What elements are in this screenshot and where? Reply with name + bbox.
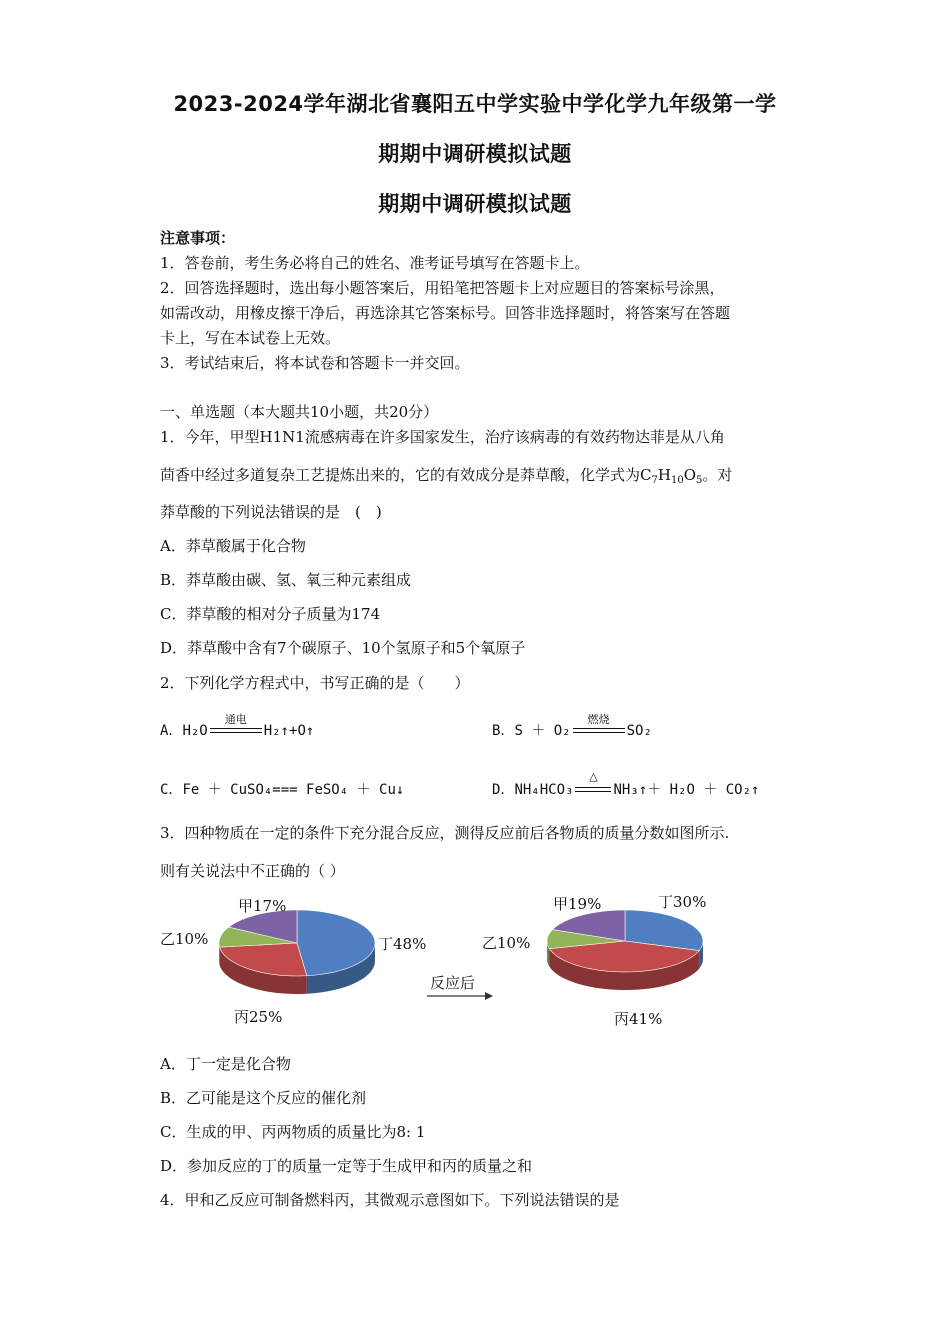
notice-item-1: 1．答卷前，考生务必将自己的姓名、准考证号填写在答题卡上。 xyxy=(160,254,590,272)
q3-option-b: B．乙可能是这个反应的催化剂 xyxy=(160,1089,367,1107)
q3-option-d: D．参加反应的丁的质量一定等于生成甲和丙的质量之和 xyxy=(160,1157,533,1175)
q1-option-a: A．莽草酸属于化合物 xyxy=(160,537,306,555)
pie1-label-yi: 乙10% xyxy=(160,930,209,948)
pie1-label-bing: 丙25% xyxy=(234,1008,283,1026)
q2-option-a: A．H₂O 通电 H₂↑+O↑ xyxy=(160,713,315,739)
notice-item-3: 3．考试结束后，将本试卷和答题卡一并交回。 xyxy=(160,354,470,372)
q2-stem: 2．下列化学方程式中，书写正确的是（ ） xyxy=(160,674,470,692)
notice-item-2-end: 卡上，写在本试卷上无效。 xyxy=(160,329,341,347)
pie-chart-before xyxy=(210,895,380,1015)
notice-item-2: 2．回答选择题时，选出每小题答案后，用铅笔把答题卡上对应题目的答案标号涂黑， xyxy=(160,279,725,297)
pie2-label-ding: 丁30% xyxy=(658,893,707,911)
section-heading: 一、单选题（本大题共10小题，共20分） xyxy=(160,403,439,421)
q1-stem-1: 1．今年，甲型H1N1流感病毒在许多国家发生，治疗该病毒的有效药物达菲是从八角 xyxy=(160,428,725,446)
notice-item-2-cont: 如需改动，用橡皮擦干净后，再选涂其它答案标号。回答非选择题时，将答案写在答题 xyxy=(160,304,731,322)
pie2-label-jia: 甲19% xyxy=(553,895,602,913)
reaction-arrow-label: 反应后 xyxy=(430,974,476,992)
q2-option-b: B．S ＋ O₂ 燃烧 SO₂ xyxy=(492,713,652,739)
pie2-label-yi: 乙10% xyxy=(482,934,531,952)
equation-condition-arrow: △ xyxy=(575,785,611,795)
pie1-label-ding: 丁48% xyxy=(378,935,427,953)
exam-title-line3: 期期中调研模拟试题 xyxy=(378,192,572,216)
pie1-label-jia: 甲17% xyxy=(238,897,287,915)
q4-stem: 4．甲和乙反应可制备燃料丙，其微观示意图如下。下列说法错误的是 xyxy=(160,1191,620,1209)
q3-stem-1: 3．四种物质在一定的条件下充分混合反应，测得反应前后各物质的质量分数如图所示. xyxy=(160,824,730,842)
exam-title-line1: 2023-2024学年湖北省襄阳五中学实验中学化学九年级第一学 xyxy=(173,92,777,116)
q2-option-c: C．Fe ＋ CuSO₄=== FeSO₄ ＋ Cu↓ xyxy=(160,782,405,798)
q1-stem-3: 莽草酸的下列说法错误的是 ( ) xyxy=(160,503,382,521)
q1-option-d: D．莽草酸中含有7个碳原子、10个氢原子和5个氧原子 xyxy=(160,639,526,657)
equation-condition-arrow: 通电 xyxy=(210,726,262,736)
pie2-label-bing: 丙41% xyxy=(614,1010,663,1028)
q3-stem-2: 则有关说法中不正确的（ ） xyxy=(160,862,345,880)
q3-option-a: A．丁一定是化合物 xyxy=(160,1055,291,1073)
q3-option-c: C．生成的甲、丙两物质的质量比为8: 1 xyxy=(160,1123,426,1141)
reaction-arrow-icon xyxy=(425,990,495,1002)
q2-option-d: D．NH₄HCO₃ △ NH₃↑＋ H₂O ＋ CO₂↑ xyxy=(492,770,760,798)
equation-condition-arrow: 燃烧 xyxy=(573,726,625,736)
q1-option-b: B．莽草酸由碳、氢、氧三种元素组成 xyxy=(160,571,412,589)
notice-heading: 注意事项： xyxy=(160,229,236,247)
q1-option-c: C．莽草酸的相对分子质量为174 xyxy=(160,605,381,623)
exam-title-line2: 期期中调研模拟试题 xyxy=(378,142,572,166)
q1-stem-2: 茴香中经过多道复杂工艺提炼出来的，它的有效成分是莽草酸，化学式为$C_7H_{10}O_5$。对 xyxy=(160,466,733,486)
